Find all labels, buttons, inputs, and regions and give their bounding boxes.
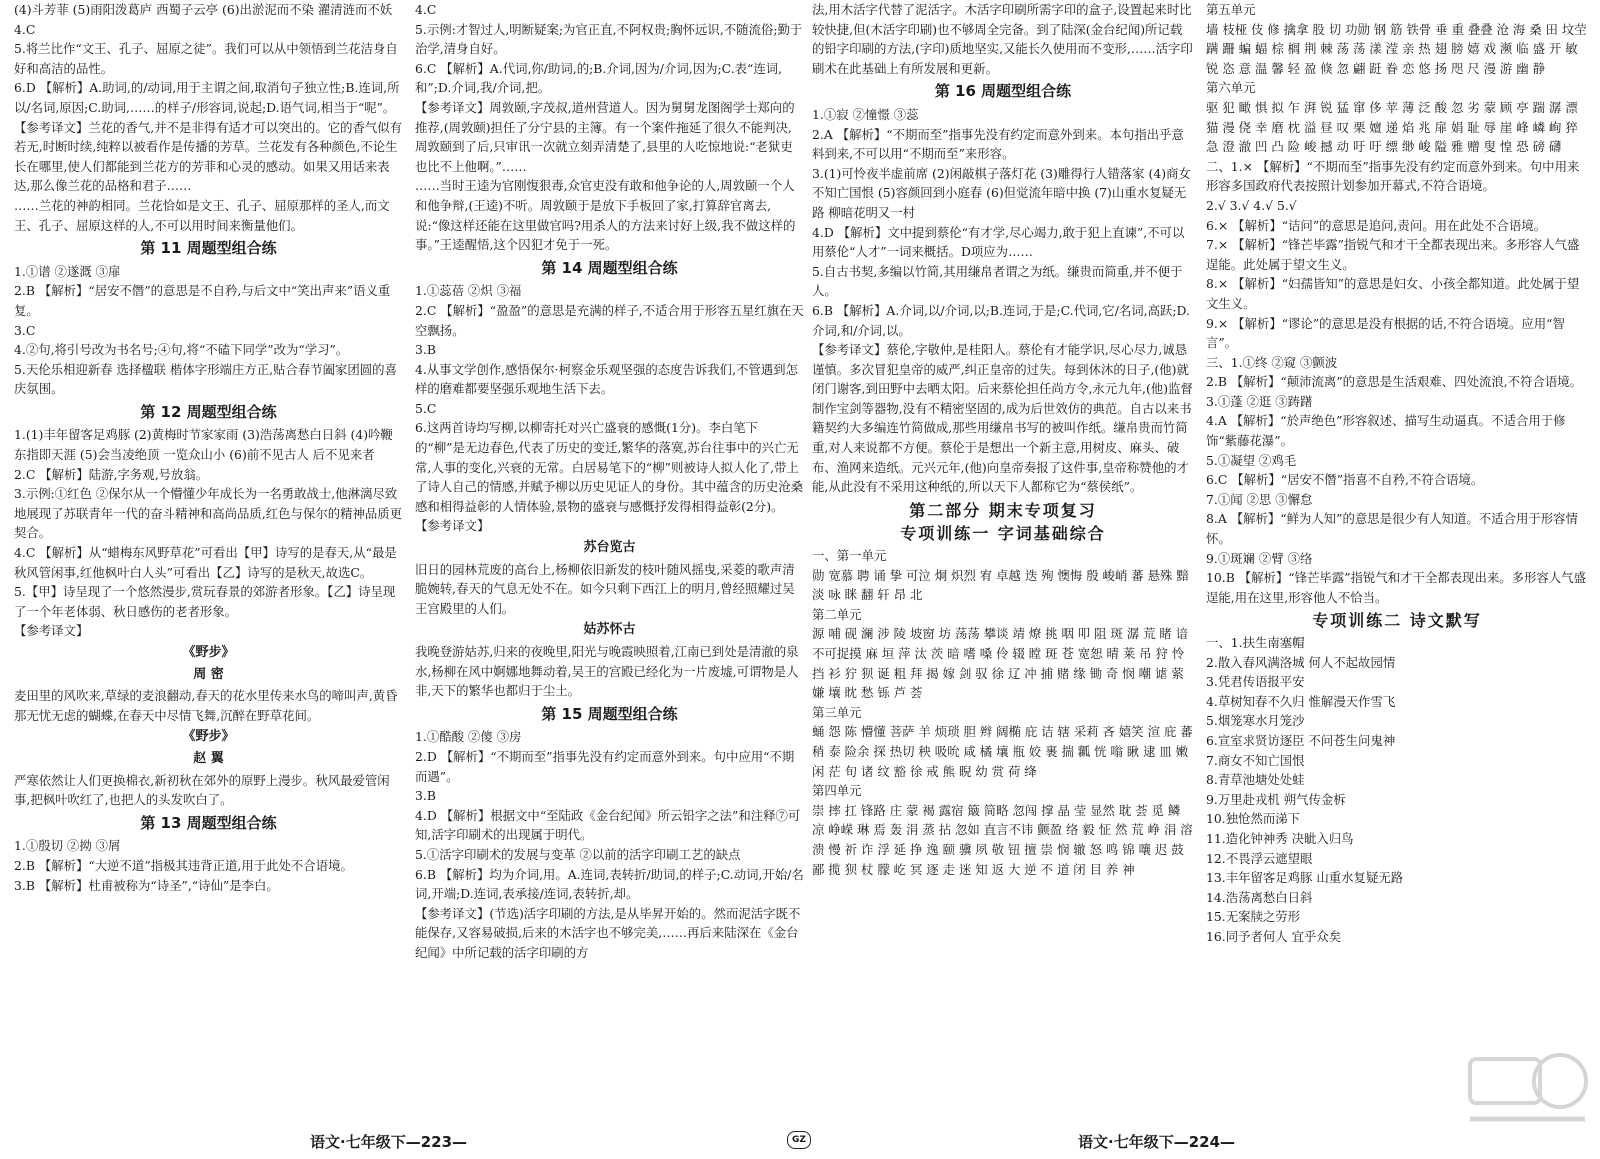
answer-line: 崇 摔 扛 锋路 庄 蒙 褐 露宿 簸 简略 忽闯 撑 晶 莹 显然 耽 荟 觅 鳞 凉 峥嵘 琳 焉 轰 涓 蒸 拈 忽如 直言不讳 颤盈 络 毅 怔 然 荒 峥 涓 溶 溃 慢 祈 诈 浮 延 挣 逸 颐 骥 夙 敬 钮 擅 崇 悯 辙 怒 鸣 锦 嚷 迟 鼓 鄙 揽 狈 杖 朦 屹 冥 逐 走 迷 知 返 大 逆 不 道 闭 目 养 神 [812, 802, 1193, 877]
answer-line: 6.宣室求贤访逐臣 不问苍生问鬼神 [1206, 732, 1396, 748]
answer-line: 一、1.扶生南塞帽 [1206, 635, 1305, 650]
answer-line: 2.C 【解析】“盈盈”的意思是充满的样子,不适合用于形容五星红旗在天空飘扬。 [415, 302, 804, 338]
answer-line: 10.独怆然而涕下 [1206, 811, 1301, 827]
section-heading: 第 14 周题型组合练 [541, 258, 678, 277]
answer-line: 5.示例:才智过人,明断疑案;为官正直,不阿权贵;胸怀远识,不随流俗;勤于治学,清身自好。 [415, 21, 803, 57]
answer-line: 15.无案牍之劳形 [1206, 909, 1301, 925]
answer-line: 9.①斑斓 ②臂 ③络 [1206, 550, 1313, 566]
answer-line: 13.丰年留客足鸡豚 山重水复疑无路 [1206, 870, 1404, 886]
answer-line: 6.C 【解析】A.代词,你/助词,的;B.介词,因为/介词,因为;C.表“连词,和”;D.介词,我/介词,把。 [415, 60, 783, 96]
column-3 [812, 0, 1194, 1120]
right-page [812, 0, 1588, 1120]
answer-line: 我晚登游姑苏,归来的夜晚里,阳光与晚霞映照着,江南已到处是清澈的泉水,杨柳在风中婀娜地舞动着,吴王的宫殿已经化为一片废墟,可谓物是人非,天下的繁华也都归于尘土。 [415, 644, 799, 699]
answer-line: 三、1.①终 ②窥 ③颤波 [1206, 354, 1338, 370]
poem-heading: 《野步》 [182, 645, 235, 660]
left-page [14, 0, 804, 1120]
poem-heading: 周 密 [193, 666, 224, 682]
answer-line: 1.①谱 ②遂溉 ③扉 [14, 263, 121, 279]
answer-line: 2.B 【解析】“大逆不道”指极其违背正道,用于此处不合语境。 [14, 857, 353, 873]
poem-heading: 苏台览古 [583, 540, 636, 556]
answer-line: 墙 枝桠 伎 修 擒拿 股 切 功勋 钢 筋 铁骨 垂 重 叠叠 沧 海 桑 田 坟茔 蹒 跚 蝙 蝠 棕 榈 荆 棘 荡 荡 漾 滢 亲 热 翅 膀 嬉 戏 濒 临 盛 开 敏 锐 恣 意 温 馨 轻 盈 倏 忽 翩 跹 眷 恋 悠 扬 咫 尺 漫 游 幽 静 [1206, 21, 1587, 76]
answer-line: 5.将兰比作“文王、孔子、屈原之徒”。我们可以从中领悟到兰花洁身自好和高洁的品性。 [14, 41, 398, 76]
answer-line: 12.不畏浮云遮望眼 [1206, 850, 1313, 866]
answer-line: 【参考译文】 [14, 623, 89, 639]
answer-line: 6.B 【解析】A.介词,以/介词,以;B.连词,于是;C.代词,它/名词,高跃;D.介词,和/介词,以。 [812, 302, 1190, 338]
answer-line: 【参考译文】周敦颐,字茂叔,道州营道人。因为舅舅龙图阁学士郑向的推荐,(周敦颐)担任了分宁县的主簿。有一个案件拖延了很久不能判决,周敦颐到了后,只审讯一次就立刻弄清楚了,县里的人吃惊地说:“老狱吏也比不上他啊。”…… [415, 99, 795, 174]
center-mark: GZ [787, 1131, 811, 1149]
answer-line: 6.C 【解析】“居安不僭”指喜不自矜,不符合语境。 [1206, 472, 1484, 488]
poem-heading: 赵 翼 [193, 750, 224, 766]
answer-line: 7.商女不知亡国恨 [1206, 752, 1305, 768]
section-heading: 第 12 周题型组合练 [140, 402, 277, 421]
answer-line: 5.天伦乐相迎新春 选择楹联 楷体字形端庄方正,贴合春节阖家团圆的喜庆氛围。 [14, 361, 397, 397]
answer-line: 法,用木活字代替了泥活字。木活字印刷所需字印的盒子,设置起来时比较快捷,但(木活字印刷)也不够周全完备。到了陆深(金台纪闻)所记载的铅字印刷的方法,(字印)质地坚实,又能长久使用而不变形,……活字印刷术在此基础上有所发展和更新。 [812, 2, 1193, 76]
answer-line: 【参考译文】(节选)活字印刷的方法,是从毕昇开始的。然而泥活字既不能保存,又容易破损,后来的木活字也不够完美,……再后来陆深在《金台纪闻》中所记载的活字印刷的方 [415, 905, 801, 960]
answer-line: 4.②句,将引号改为书名号;④句,将“不磕下同学”改为“学习”。 [14, 342, 349, 358]
answer-line: 6.D 【解析】A.助词,的/动词,用于主谓之间,取消句子独立性;B.连词,所以/名词,原因;C.助词,……的样子/形容词,说起;D.语气词,相当于“呢”。 [14, 80, 400, 115]
answer-line: 7.①闻 ②思 ③懈怠 [1206, 491, 1313, 507]
answer-line: 第五单元 [1206, 2, 1256, 17]
answer-line: 3.B 【解析】杜甫被称为“诗圣”,“诗仙”是李白。 [14, 877, 279, 893]
answer-line: 旧日的园林荒废的高台上,杨柳依旧新发的枝叶随风摇曳,采菱的歌声清脆婉转,春天的气息无处不在。如今只剩下西江上的明月,曾经照耀过吴王宫殿里的人们。 [415, 561, 795, 616]
answer-line: 驱 犯 瞰 惧 拟 乍 湃 锐 猛 窜 侈 苹 薄 泛 酸 忽 劣 蒙 顾 亭 踹 潺 漂 猫 漫 侥 幸 磨 枕 溢 昼 叹 栗 嬗 递 焰 兆 扉 娟 耻 辱 崖 峰 嶙 峋 猝 急 澄 澈 凹 凸 险 峻 撼 动 吁 吁 缥 缈 峻 隘 雅 赠 叟 惶 恐 磅 礴 [1206, 99, 1578, 155]
answer-line: 一、第一单元 [812, 548, 887, 564]
answer-line: 8.A 【解析】“鲜为人知”的意思是很少有人知道。不适合用于形容情怀。 [1206, 511, 1578, 547]
answer-line: 5.①凝望 ②鸡毛 [1206, 452, 1297, 468]
answer-line: 第六单元 [1206, 80, 1256, 96]
answer-line: 5.C [415, 400, 437, 416]
answer-line: ……当时王逵为官刚愎狠毒,众官吏没有敢和他争论的人,周敦颐一个人和他争辩,(王逵)不听。周敦颐于是放下手板回了家,打算辞官离去,说:“像这样还能在这里做官吗?用杀人的方法来讨好上级,我不做这样的事。”王逵醒悟,这个囚犯才免于一死。 [415, 178, 796, 253]
poem-heading: 姑苏怀古 [583, 622, 636, 638]
answer-line: 4.C [14, 21, 36, 37]
answer-line: 3.B [415, 342, 436, 358]
answer-line: 1.①寂 ②憧憬 ③蕊 [812, 106, 919, 122]
answer-line: 【参考译文】 [415, 518, 490, 534]
section-heading: 第 16 周题型组合练 [934, 82, 1072, 101]
answer-line: 10.B 【解析】“锋芒毕露”指锐气和才干全都表现出来。多形容人气盛逞能,用在这里,形容他人不恰当。 [1206, 570, 1586, 605]
answer-line: 源 哺 砚 澜 涉 陵 坡窗 坊 荡荡 攀谈 靖 燎 挑 咽 叩 阻 斑 潺 荒 睹 谙 不可捉摸 麻 垣 萍 汰 茨 暗 嗜 嗓 伶 辍 瞠 斑 苍 宽恕 晴 莱 吊 狩 怜 挡 衫 狞 狈 诞 粗 拜 揭 嫁 剑 驭 徐 辽 冲 捕 赌 缘 锄 奇 悯 嘲 谑 萦 嫌 壤 眈 愁 铄 芦 荟 [812, 626, 1189, 701]
column-2 [415, 0, 804, 1120]
answer-line: 11.造化钟神秀 决眦入归鸟 [1206, 830, 1354, 846]
answer-line: 4.D 【解析】根据文中“至陆政《金台纪闻》所云铅字之法”和注释⑦可知,活字印刷术的出现属于明代。 [415, 807, 801, 843]
answer-line: 2.B 【解析】“颠沛流离”的意思是生活艰难、四处流浪,不符合语境。 [1206, 374, 1583, 390]
answer-line: 5.①活字印刷术的发展与变革 ②以前的活字印刷工艺的缺点 [415, 846, 741, 862]
answer-line: 3.C [14, 322, 36, 338]
part-title: 第二部分 期末专项复习 [909, 500, 1097, 520]
answer-line: 4.草树知春不久归 惟解漫天作雪飞 [1206, 693, 1396, 709]
answer-line: 3.B [415, 788, 436, 804]
answer-line: 【参考译文】兰花的香气,并不是非得有适才可以突出的。它的香气似有若无,时断时续,纯粹以被看作是传播的芳草。兰花发有各种颜色,不论生长在哪里,使人们都能到兰花方的芳菲和心灵的感动。如果又用话来表达,那么像兰花的品格和君子…… [14, 119, 403, 194]
page-number-right: 语文·七年级下—224— [1078, 1133, 1236, 1151]
answer-line: 第三单元 [812, 704, 862, 720]
answer-line: 6.B 【解析】均为介词,用。A.连词,表转折/助词,的样子;C.动词,开始/名词,开端;D.连词,表承接/连词,表转折,却。 [415, 866, 804, 902]
part-title: 专项训练一 字词基础综合 [900, 524, 1106, 544]
watermark-logo [1460, 1041, 1590, 1131]
answer-line: 3.示例:①红色 ②保尔从一个懵懂少年成长为一名勇敢战士,他淋漓尽致地展现了苏联青年一代的奋斗精神和高尚品质,红色与保尔的精神品质更契合。 [14, 486, 403, 541]
answer-line: 5.【甲】诗呈现了一个悠然漫步,赏玩春景的郊游者形象。【乙】诗呈现了一个年老体弱、秋日感伤的老者形象。 [14, 584, 396, 619]
answer-line: 1.(1)丰年留客足鸡豚 (2)黄梅时节家家雨 (3)浩荡离愁白日斜 (4)吟鞭东指即天涯 (5)会当凌绝顶 一览众山小 (6)前不见古人 后不见来者 [14, 427, 393, 463]
answer-line: 麦田里的风吹来,草绿的麦浪翻动,春天的花水里传来水鸟的啼叫声,黄昏那无忧无虑的蝴蝶,在春天中尽情飞舞,沉醉在野草花间。 [14, 688, 398, 723]
answer-line: 7.× 【解析】“锋芒毕露”指锐气和才干全都表现出来。多形容人气盛逞能。此处属于望文生义。 [1206, 237, 1580, 272]
column-4 [1206, 0, 1588, 1120]
answer-line: 2.A 【解析】“不期而至”指事先没有约定而意外到来。本句指出乎意料到来,不可以用“不期而至”来形容。 [812, 126, 1184, 162]
answer-line: 4.C [415, 2, 437, 17]
answer-line: 2.D 【解析】“不期而至”指事先没有约定而意外到来。句中应用“不期而遇”。 [415, 748, 795, 784]
answer-line: 1.①殷切 ②拗 ③屑 [14, 838, 121, 854]
answer-line: 4.A 【解析】“於声绝色”形容叙述、描写生动逼真。不适合用于修饰“紫藤花瀑”。 [1206, 413, 1566, 449]
answer-line: 16.同予者何人 宜乎众矣 [1206, 928, 1342, 944]
answer-line: 2.C 【解析】陆游,字务观,号放翁。 [14, 466, 209, 482]
answer-line: 4.从事文学创作,感悟保尔·柯察金乐观坚强的态度告诉我们,不管遇到怎样的磨难都要坚强乐观地生活下去。 [415, 361, 798, 397]
answer-line: 2.B 【解析】“居安不僭”的意思是不自矜,与后文中“笑出声来”语义重复。 [14, 283, 391, 318]
column-1 [14, 0, 403, 1120]
poem-heading: 《野步》 [182, 729, 235, 745]
answer-line: 5.自古书契,多编以竹简,其用缣帛者谓之为纸。缣贵而简重,并不便于人。 [812, 263, 1183, 299]
part-title: 专项训练二 诗文默写 [1312, 611, 1482, 631]
answer-line: 4.D 【解析】文中提到蔡伦“有才学,尽心竭力,敢于犯上直谏”,不可以用蔡伦“人才”一词来概括。D项应为…… [812, 224, 1185, 260]
answer-line: 2.√ 3.√ 4.√ 5.√ [1206, 197, 1297, 213]
answer-line: 5.烟笼寒水月笼沙 [1206, 713, 1305, 729]
answer-line: 6.这两首诗均写柳,以柳寄托对兴亡盛衰的感慨(1分)。李白笔下的“柳”是无边春色,代表了历史的变迁,繁华的落寞,苏台往事中的兴亡无常,人事的变化,兴衰的无常。白居易笔下的“柳”则被诗人拟人化了,带上了诗人自己的情感,并赋予柳以历史见证人的身份。其中蕴含的历史沧桑感和相得益彰的人情体验,景物的盛衰与感慨抒发得相得益彰(2分)。 [415, 420, 804, 514]
section-heading: 第 13 周题型组合练 [140, 813, 277, 832]
answer-line: 8.× 【解析】“妇孺皆知”的意思是妇女、小孩全都知道。此处属于望文生义。 [1206, 276, 1580, 311]
answer-line: 4.C 【解析】从“蜡梅东风野草花”可看出【甲】诗写的是春天,从“最是秋风管闲事,红他枫叶白人头”可看出【乙】诗写的是秋天,故选C。 [14, 545, 397, 580]
page-number-left: 语文·七年级下—223— [310, 1133, 468, 1151]
answer-line: 6.× 【解析】“诘问”的意思是追问,责问。用在此处不合语境。 [1206, 217, 1547, 233]
answer-line: 3.凭君传语报平安 [1206, 674, 1305, 690]
answer-line: 1.①蕊蓓 ②炽 ③福 [415, 283, 522, 299]
answer-line: 9.× 【解析】“谬论”的意思是没有根据的话,不符合语境。应用“智言”。 [1206, 315, 1565, 351]
answer-line: 严寒依然让人们更换棉衣,新初秋在郊外的原野上漫步。秋风最爱管闲事,把枫叶吹红了,也把人的头发吹白了。 [14, 772, 390, 808]
answer-line: 蛹 怨 陈 懵懂 菩萨 羊 烦琐 胆 辫 阔椭 庇 诘 辖 采莉 吝 嬉笑 渲 庇 蕃 稍 泰 险余 探 热切 秧 吸吮 咸 橘 壤 瓶 姣 裹 揣 瓤 恍 嗡 瞅 逮 皿 嫩 闲 茫 旬 诸 纹 豁 徐 戒 熊 睨 幼 赏 荷 绛 [812, 724, 1193, 779]
section-heading: 第 15 周题型组合练 [541, 704, 678, 723]
answer-line: (4)斗芳菲 (5)雨阳泼葛庐 西蜀子云亭 (6)出淤泥而不染 濯清涟而不妖 [14, 2, 393, 17]
section-heading: 第 11 周题型组合练 [140, 239, 277, 258]
answer-line: 9.万里赴戎机 朔气传金柝 [1206, 791, 1346, 807]
answer-line: 【参考译文】蔡伦,字敬仲,是桂阳人。蔡伦有才能学识,尽心尽力,诚恳谨慎。多次冒犯皇帝的威严,纠正皇帝的过失。每到休沐的日子,(他)就闭门谢客,到田野中去晒太阳。后来蔡伦担任尚方令,永元九年,(他)监督制作宝剑等器物,没有不精密坚固的,成为后世效仿的典范。自古以来书籍契约大多编连竹简做成,那些用缣帛书写的被叫作纸。缣帛贵而竹简重,对人来说都不方便。蔡伦于是想出一个新主意,用树皮、麻头、破布、渔网来造纸。元兴元年,(他)向皇帝奏报了这件事,皇帝称赞他的才能,从此没有不采用这种纸的,所以天下人都称它为“蔡侯纸”。 [812, 342, 1193, 495]
answer-line: 14.浩荡离愁白日斜 [1206, 889, 1313, 905]
answer-line: ……兰花的神韵相同。兰花恰如是文王、孔子、屈原那样的圣人,而文王、孔子、屈原这样的人,不可以用时间来衡量他们。 [14, 197, 390, 233]
answer-line: 3.(1)可怜夜半虚前席 (2)闲敲棋子落灯花 (3)雕得行人错落家 (4)商女不知亡国恨 (5)容颜回到小庭春 (6)但觉流年暗中换 (7)山重水复疑无路 柳暗花明又一村 [812, 165, 1191, 220]
answer-line: 3.①蓬 ②逛 ③踌躇 [1206, 393, 1313, 409]
answer-line: 8.青草池塘处处蛙 [1206, 772, 1305, 788]
answer-line: 勋 宽慕 聘 诵 挚 可泣 炯 炽烈 宥 卓越 迭 殉 懊悔 殷 峻峭 蕃 悬殊 黯淡 咏 眯 翻 轩 昂 北 [812, 567, 1189, 603]
answer-line: 第二单元 [812, 606, 862, 622]
answer-line: 第四单元 [812, 783, 862, 799]
answer-line: 1.①酷酸 ②傻 ③房 [415, 729, 522, 745]
answer-line: 2.散入春风满洛城 何人不起故园情 [1206, 654, 1396, 670]
answer-line: 二、1.× 【解析】“不期而至”指事先没有约定而意外到来。句中用来形容多国政府代表按照计划参加开幕式,不符合语境。 [1206, 158, 1580, 194]
